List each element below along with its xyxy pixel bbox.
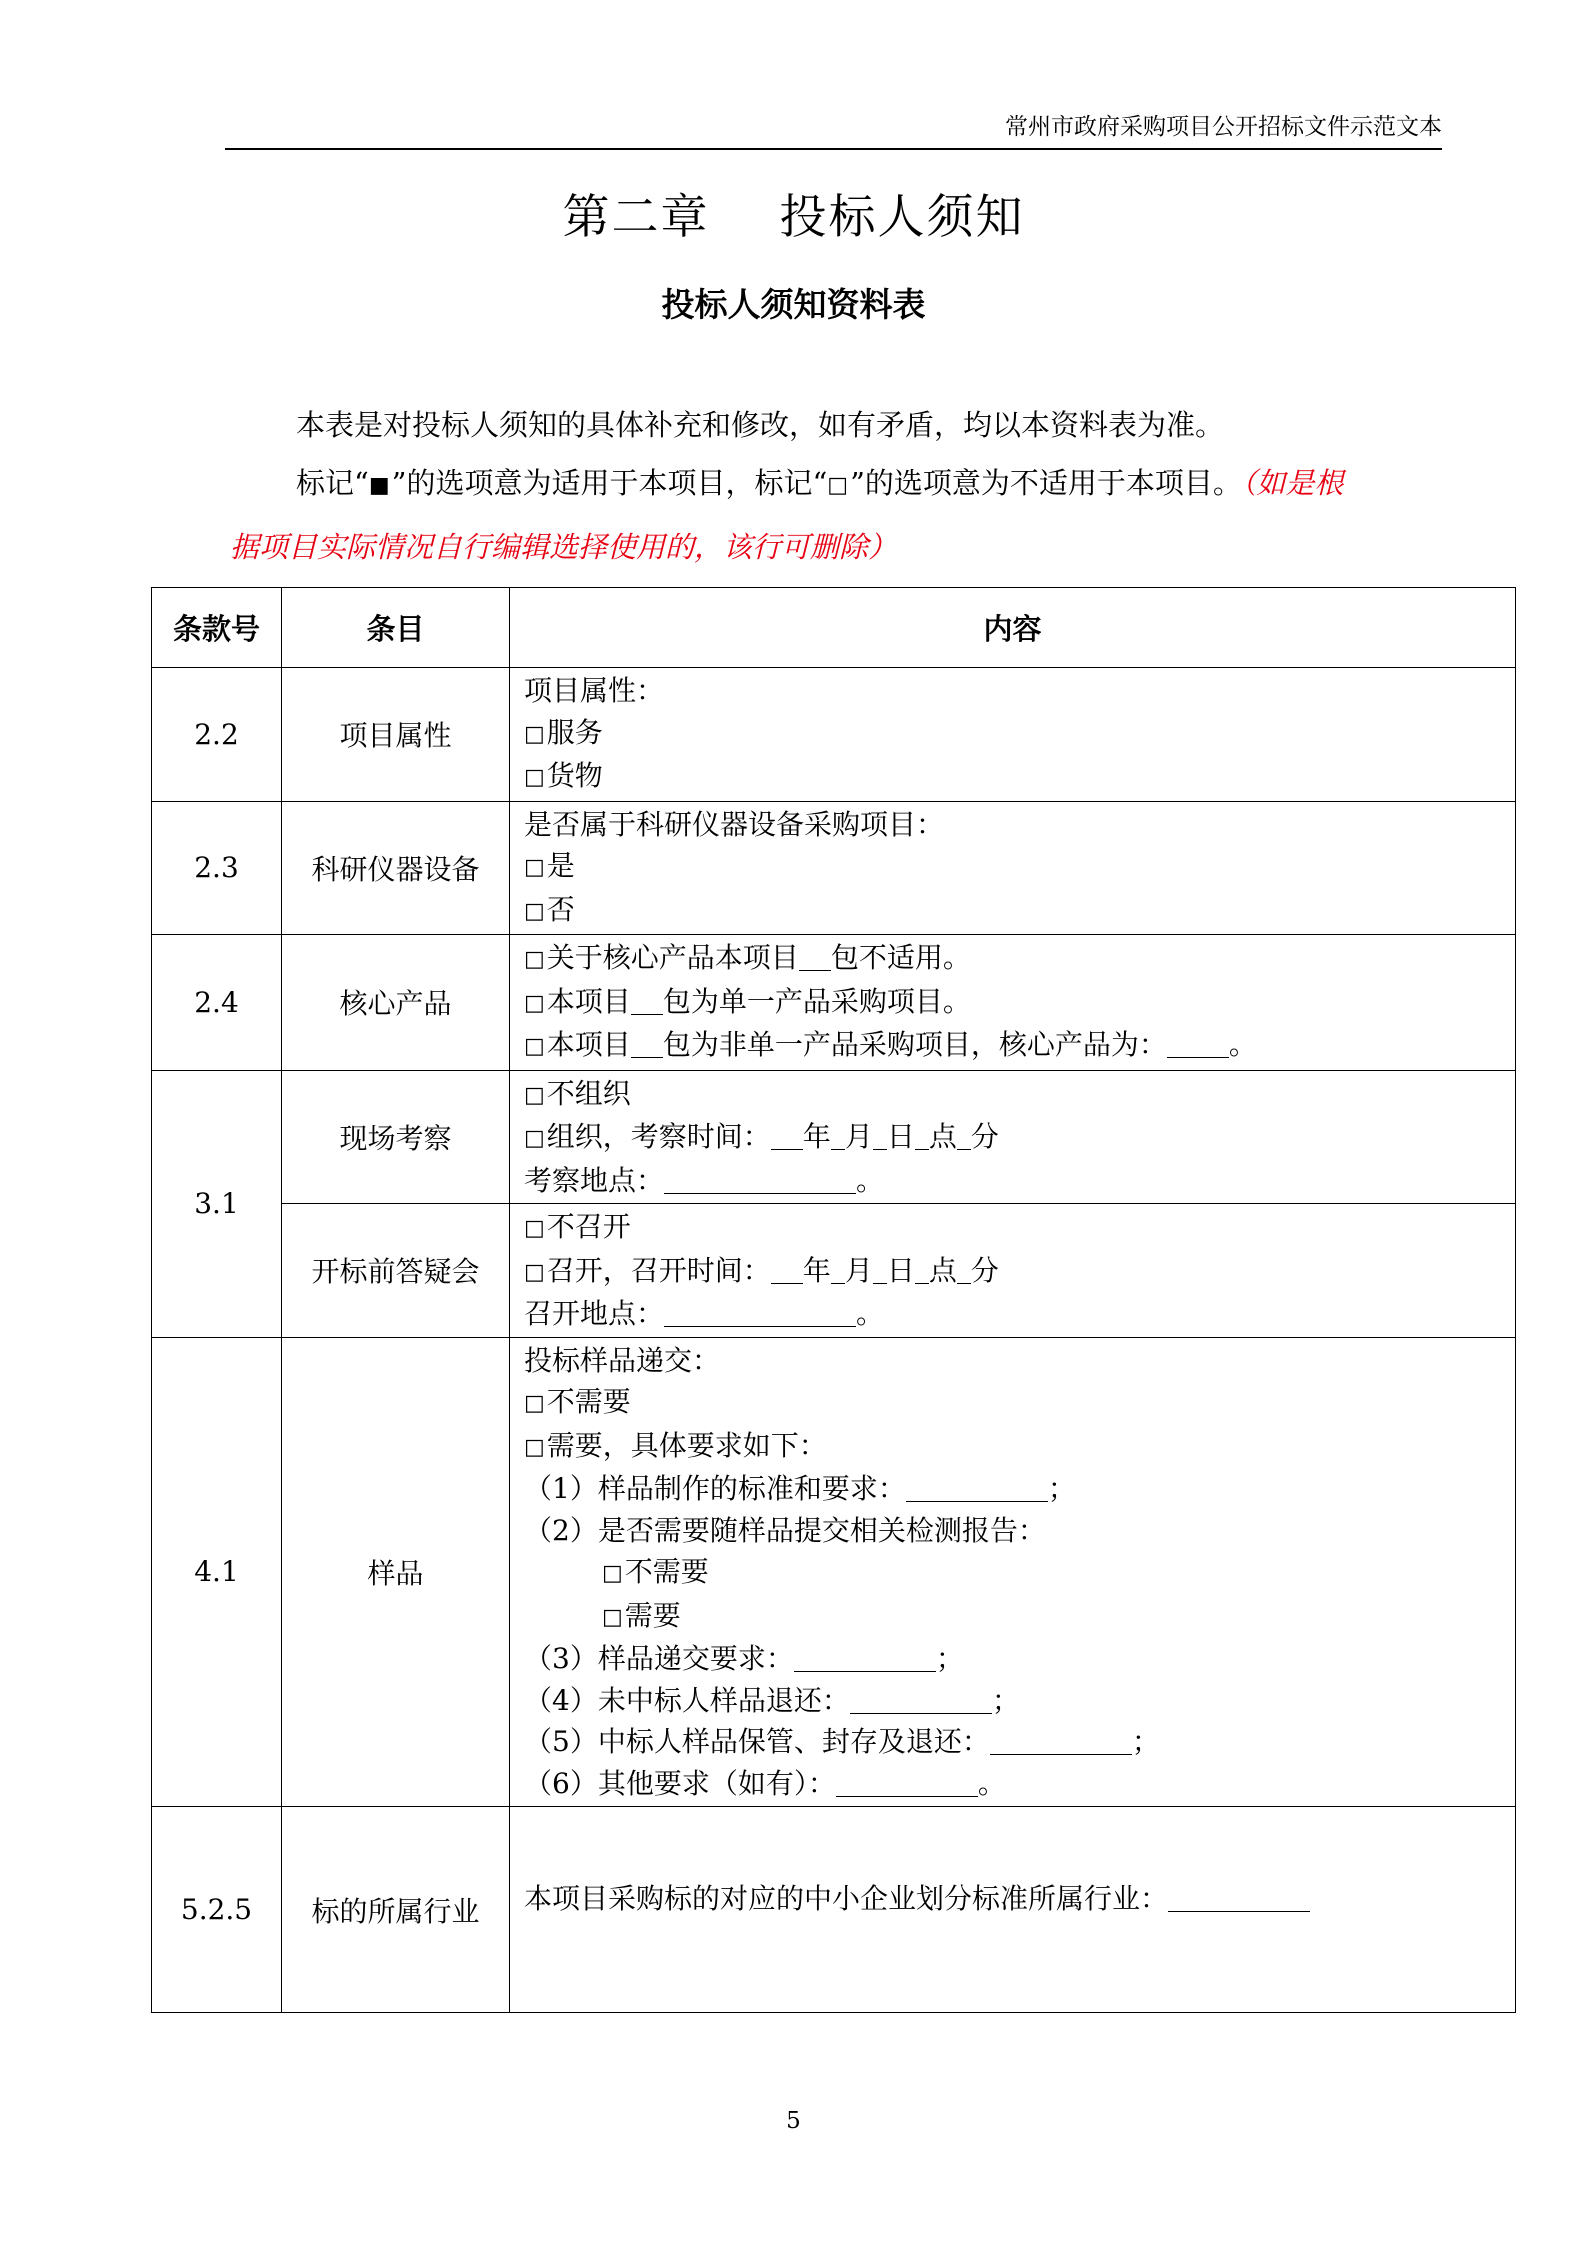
chapter-heading — [0, 188, 1587, 248]
option-label: 不需要 — [546, 1385, 631, 1418]
chapter-title: 投标人须知 — [779, 190, 1025, 245]
checkbox-icon: □ — [524, 1082, 545, 1108]
checked-box-icon: ■ — [368, 473, 390, 498]
clause-number: 2.2 — [152, 668, 282, 802]
date-unit: 日 — [886, 1253, 915, 1287]
option-label: 需要，具体要求如下： — [546, 1428, 827, 1462]
clause-content — [510, 1070, 1516, 1204]
fill-blank[interactable] — [873, 1123, 887, 1150]
option-label: 召开，召开时间： — [546, 1253, 771, 1287]
option-label: 否 — [546, 892, 575, 926]
option-visit[interactable] — [524, 1116, 1515, 1160]
content-text: ； — [1131, 1725, 1160, 1758]
bidder-info-table — [151, 587, 1516, 2013]
content-text: 本项目采购标的对应的中小企业划分标准所属行业： — [524, 1881, 1169, 1915]
content-line — [524, 1468, 1515, 1510]
content-text: （5）中标人样品保管、封存及退还： — [524, 1725, 990, 1758]
running-header — [225, 112, 1442, 150]
option-label: 。 — [856, 1163, 885, 1197]
content-text: 。 — [977, 1766, 1006, 1800]
date-unit: 年 — [802, 1120, 831, 1153]
clause-number: 2.4 — [152, 935, 282, 1071]
option-label: 不需要 — [624, 1555, 709, 1588]
fill-blank[interactable] — [799, 944, 831, 971]
content-line: （2）是否需要随样品提交相关检测报告： — [524, 1513, 1046, 1547]
clause-item: 科研仪器设备 — [282, 801, 510, 935]
page-number: 5 — [786, 2108, 801, 2134]
option-meeting[interactable] — [524, 1250, 1515, 1294]
option-label: 。 — [856, 1297, 885, 1330]
content-text: （4）未中标人样品退还： — [524, 1683, 850, 1717]
header-title: 常州市政府采购项目公开招标文件示范文本 — [1005, 114, 1442, 140]
checkbox-icon: □ — [524, 1126, 545, 1151]
option-no-visit[interactable] — [524, 1073, 1515, 1117]
checkbox-icon: □ — [524, 855, 545, 880]
option-no[interactable] — [524, 889, 1515, 933]
header-clause-no: 条款号 — [152, 588, 282, 668]
clause-number: 5.2.5 — [152, 1807, 282, 2013]
clause-content — [510, 1204, 1516, 1338]
fill-blank[interactable] — [1168, 1885, 1310, 1912]
date-unit: 点 — [928, 1253, 957, 1287]
checkbox-icon: □ — [524, 1259, 545, 1285]
table-row — [152, 1070, 1516, 1204]
table-row — [152, 935, 1516, 1071]
option-label: 服务 — [546, 715, 603, 749]
table-row — [152, 1204, 1516, 1338]
section-subtitle: 投标人须知资料表 — [661, 285, 926, 324]
clause-content — [510, 1337, 1516, 1807]
option-label: 货物 — [546, 759, 603, 792]
checkbox-icon: □ — [524, 765, 545, 790]
clause-content — [510, 1807, 1516, 2013]
checkbox-icon: □ — [524, 947, 545, 972]
clause-item: 现场考察 — [282, 1070, 510, 1204]
option-yes[interactable] — [524, 845, 1515, 889]
clause-item: 标的所属行业 — [282, 1807, 510, 2013]
fill-blank[interactable] — [906, 1475, 1048, 1502]
date-unit: 分 — [970, 1253, 999, 1287]
table-row — [152, 1807, 1516, 2013]
option-report-not-needed[interactable] — [524, 1551, 1515, 1595]
date-unit: 年 — [802, 1253, 831, 1287]
clause-content — [510, 935, 1516, 1071]
option-label: 考察地点： — [524, 1163, 665, 1197]
content-line — [524, 1763, 1515, 1805]
content-text: （6）其他要求（如有）： — [524, 1766, 836, 1800]
fill-blank[interactable] — [771, 1123, 803, 1150]
fill-blank[interactable] — [990, 1728, 1132, 1755]
fill-blank[interactable] — [831, 1257, 845, 1284]
option-multi-product[interactable] — [524, 1024, 1515, 1068]
fill-blank[interactable] — [771, 1257, 803, 1284]
option-label: 组织，考察时间： — [546, 1120, 771, 1153]
intro-text: ”的选项意为适用于本项目，标记“ — [391, 466, 828, 500]
option-core-na[interactable] — [524, 937, 1515, 981]
fill-blank[interactable] — [915, 1257, 929, 1284]
date-unit: 分 — [970, 1120, 999, 1153]
checkbox-icon: □ — [524, 1034, 545, 1059]
content-line: 项目属性： — [524, 674, 665, 707]
intro-note-line: 据项目实际情况自行编辑选择使用的，该行可删除） — [230, 530, 898, 564]
date-unit: 月 — [844, 1120, 873, 1153]
clause-number: 4.1 — [152, 1337, 282, 1807]
checkbox-icon: □ — [602, 1604, 623, 1630]
option-label: 本项目 — [546, 984, 631, 1018]
fill-blank[interactable] — [850, 1687, 992, 1714]
clause-content — [510, 801, 1516, 935]
checkbox-icon: □ — [524, 721, 545, 747]
intro-text: ”的选项意为不适用于本项目。 — [850, 466, 1242, 500]
chapter-number: 第二章 — [562, 190, 710, 245]
clause-item: 开标前答疑会 — [282, 1204, 510, 1338]
option-label: 是 — [546, 849, 575, 882]
clause-item: 项目属性 — [282, 668, 510, 802]
option-label: 关于核心产品本项目 — [546, 941, 799, 974]
header-content: 内容 — [510, 588, 1516, 668]
option-single-product[interactable] — [524, 981, 1515, 1025]
fill-blank[interactable] — [664, 1167, 856, 1194]
date-unit: 点 — [928, 1120, 957, 1153]
header-item: 条目 — [282, 588, 510, 668]
fill-blank[interactable] — [915, 1123, 929, 1150]
visit-location — [524, 1160, 1515, 1202]
content-line — [524, 1878, 1515, 1920]
date-unit: 日 — [886, 1120, 915, 1153]
date-unit: 月 — [844, 1253, 873, 1287]
content-text: （1）样品制作的标准和要求： — [524, 1472, 906, 1505]
meeting-location — [524, 1293, 1515, 1335]
option-label: 需要 — [624, 1598, 681, 1632]
content-text: ； — [1047, 1472, 1076, 1505]
option-no-meeting[interactable] — [524, 1206, 1515, 1250]
intro-text: 标记“ — [296, 466, 369, 500]
checkbox-icon: □ — [524, 1434, 545, 1460]
content-text: （3）样品递交要求： — [524, 1642, 794, 1675]
content-line — [524, 1721, 1515, 1763]
table-row — [152, 1337, 1516, 1807]
option-label: 本项目 — [546, 1028, 631, 1061]
checkbox-icon: □ — [827, 473, 849, 498]
fill-blank[interactable] — [873, 1257, 887, 1284]
clause-item: 核心产品 — [282, 935, 510, 1071]
fill-blank[interactable] — [957, 1123, 971, 1150]
option-sample-not-needed[interactable] — [524, 1381, 1515, 1425]
fill-blank[interactable] — [831, 1123, 845, 1150]
table-header-row — [152, 588, 1516, 668]
option-service[interactable] — [524, 712, 1515, 756]
checkbox-icon: □ — [602, 1561, 623, 1586]
fill-blank[interactable] — [1167, 1031, 1229, 1058]
option-sample-needed[interactable] — [524, 1425, 1515, 1469]
option-label: 包不适用。 — [830, 941, 971, 974]
checkbox-icon: □ — [524, 990, 545, 1016]
content-line — [524, 1638, 1515, 1680]
fill-blank[interactable] — [631, 1031, 663, 1058]
table-row — [152, 668, 1516, 802]
option-goods[interactable] — [524, 755, 1515, 799]
clause-number: 2.3 — [152, 801, 282, 935]
fill-blank[interactable] — [631, 988, 663, 1015]
checkbox-icon: □ — [524, 1391, 545, 1416]
option-label: 召开地点： — [524, 1297, 665, 1330]
clause-item: 样品 — [282, 1337, 510, 1807]
checkbox-icon: □ — [524, 898, 545, 924]
checkbox-icon: □ — [524, 1216, 545, 1241]
content-text: ； — [991, 1683, 1020, 1717]
clause-content — [510, 668, 1516, 802]
intro-line-2 — [296, 463, 1456, 506]
fill-blank[interactable] — [957, 1257, 971, 1284]
option-label: 包为单一产品采购项目。 — [662, 984, 971, 1018]
intro-note: （如是根 — [1241, 466, 1344, 500]
intro-line-1: 本表是对投标人须知的具体补充和修改，如有矛盾，均以本资料表为准。 — [296, 408, 1225, 442]
table-row — [152, 801, 1516, 935]
content-line: 投标样品递交： — [524, 1343, 721, 1377]
content-line — [524, 1680, 1515, 1722]
fill-blank[interactable] — [664, 1300, 856, 1327]
option-label: 不组织 — [546, 1076, 631, 1110]
option-label: 不召开 — [546, 1210, 631, 1243]
option-report-needed[interactable] — [524, 1595, 1515, 1639]
fill-blank[interactable] — [794, 1645, 936, 1672]
option-label: 。 — [1228, 1028, 1257, 1061]
content-text: ； — [935, 1642, 964, 1675]
clause-number: 3.1 — [152, 1070, 282, 1337]
option-label: 包为非单一产品采购项目，核心产品为： — [662, 1028, 1167, 1061]
content-line: 是否属于科研仪器设备采购项目： — [524, 807, 945, 841]
fill-blank[interactable] — [836, 1770, 978, 1797]
